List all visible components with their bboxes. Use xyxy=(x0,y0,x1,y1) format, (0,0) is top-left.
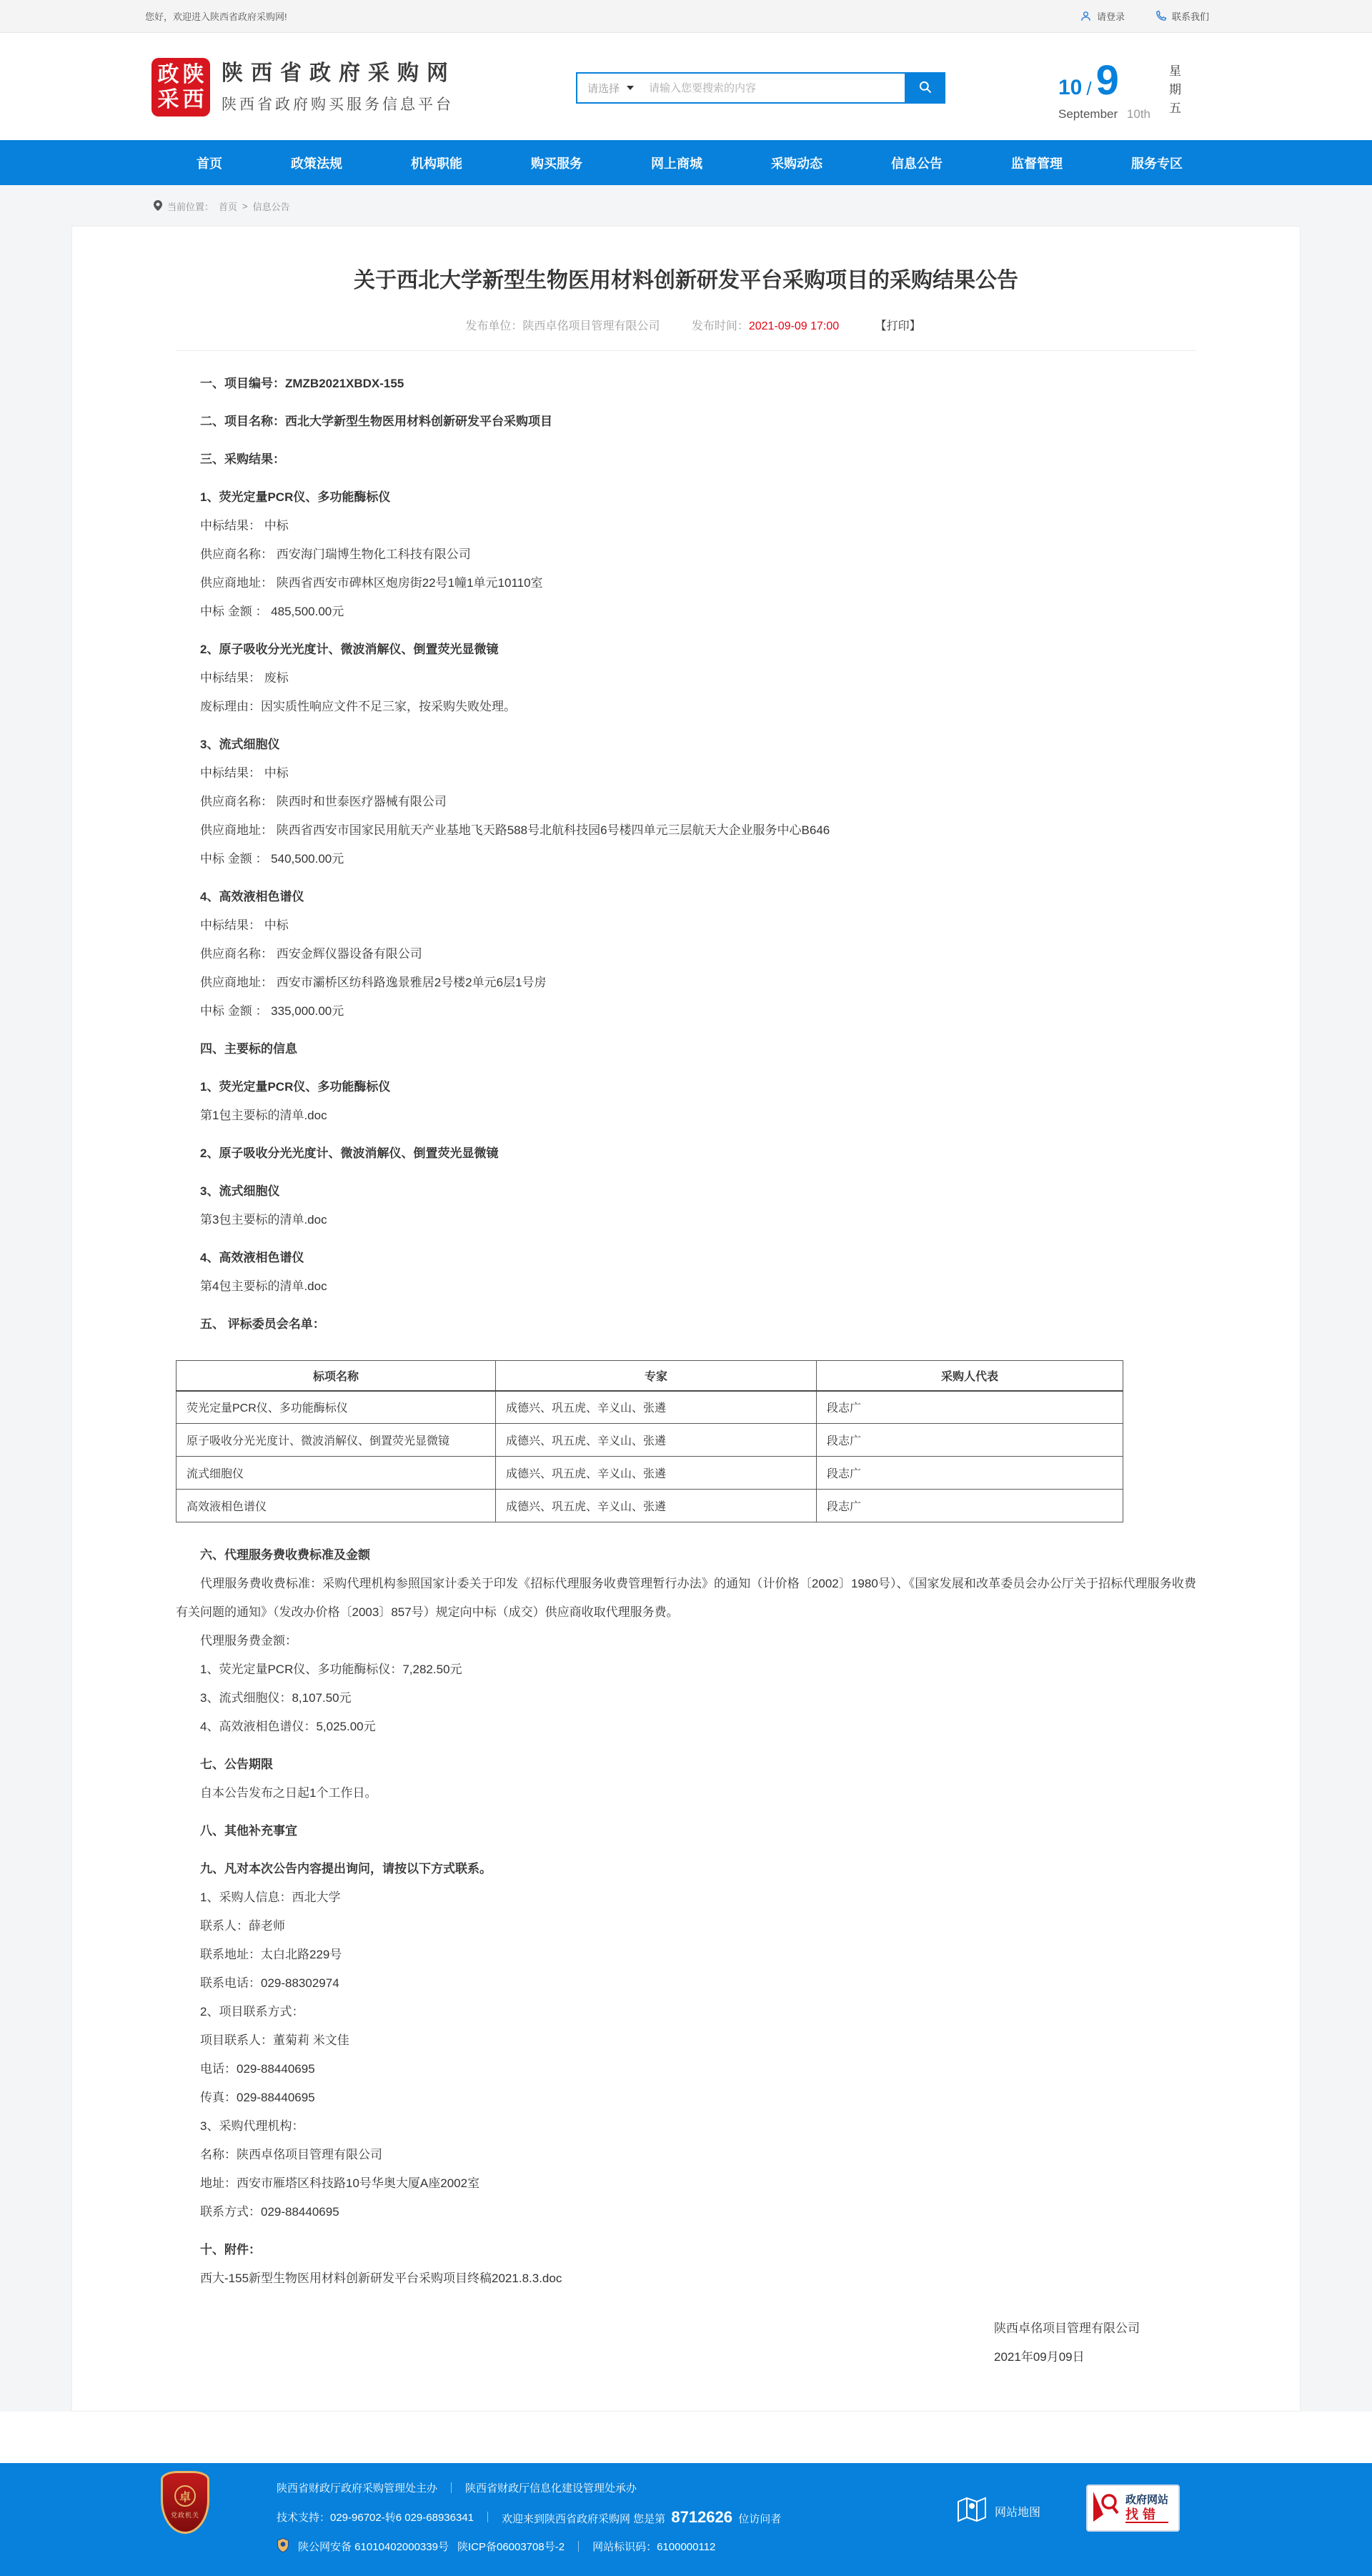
article-paragraph: 4、高效液相色谱仪 xyxy=(200,890,304,903)
article-paragraph: 代理服务费金额： xyxy=(200,1634,297,1648)
article-paragraph: 3、采购代理机构： xyxy=(200,2119,304,2133)
article-paragraph: 七、公告期限 xyxy=(200,1758,273,1771)
badge-emblem-icon: 卓 xyxy=(174,2485,196,2507)
footer-separator: ｜ xyxy=(482,2512,494,2524)
login-button[interactable] xyxy=(1080,9,1125,23)
header xyxy=(0,33,1372,140)
logo-char: 政 xyxy=(157,62,179,86)
article-card xyxy=(71,226,1301,2412)
article-body-part2 xyxy=(176,1541,1196,2293)
nav-item[interactable]: 服务专区 xyxy=(1131,156,1183,171)
breadcrumb-separator: > xyxy=(242,201,248,212)
gov-site-error-report-badge[interactable] xyxy=(1086,2485,1180,2532)
location-pin-icon xyxy=(154,200,162,213)
site-code-label: 网站标识码： xyxy=(592,2541,657,2553)
icp-record-number[interactable]: 陕ICP备06003708号-2 xyxy=(457,2541,565,2553)
police-record-number[interactable]: 陕公网安备 61010402000339号 xyxy=(298,2541,449,2553)
print-button[interactable]: 【打印】 xyxy=(875,320,921,332)
main-nav xyxy=(0,140,1372,185)
welcome-text: 您好，欢迎进入陕西省政府采购网! xyxy=(145,11,287,22)
sitemap-label: 网站地图 xyxy=(995,2507,1041,2519)
cell-purchaser-rep: 段志广 xyxy=(817,1457,1123,1490)
signature-date: 2021年09月09日 xyxy=(994,2350,1085,2364)
nav-item[interactable]: 网上商城 xyxy=(651,156,702,171)
article-paragraph: 联系人：薛老师 xyxy=(200,1919,285,1933)
party-government-badge xyxy=(161,2471,209,2534)
article-paragraph: 1、荧光定量PCR仪、多功能酶标仪：7,282.50元 xyxy=(200,1663,462,1676)
cell-purchaser-rep: 段志广 xyxy=(817,1424,1123,1457)
article-paragraph: 联系方式：029-88440695 xyxy=(200,2205,339,2219)
footer-separator: ｜ xyxy=(573,2541,585,2553)
article-paragraph: 二、项目名称：西北大学新型生物医用材料创新研发平台采购项目 xyxy=(200,415,552,428)
footer-tech-support: 技术支持：029-96702-转6 029-68936341 xyxy=(277,2512,474,2524)
footer-welcome: 欢迎来到陕西省政府采购网 您是第 8712626 位访问者 xyxy=(502,2507,782,2526)
article-paragraph: 1、荧光定量PCR仪、多功能酶标仪 xyxy=(200,490,391,504)
date-month-name: September xyxy=(1058,107,1118,121)
footer xyxy=(0,2463,1372,2576)
article-paragraph: 九、凡对本次公告内容提出询问，请按以下方式联系。 xyxy=(200,1862,492,1876)
date-month-number: 9 xyxy=(1095,57,1119,104)
cell-experts: 成德兴、巩五虎、辛义山、张遴 xyxy=(496,1490,817,1522)
article-paragraph: 四、主要标的信息 xyxy=(200,1042,297,1056)
main-band xyxy=(0,185,1372,2412)
article-paragraph: 联系地址：太白北路229号 xyxy=(200,1948,342,1961)
article-paragraph: 中标结果： 废标 xyxy=(200,671,289,685)
article-signature xyxy=(994,2314,1196,2372)
article-paragraph: 2、项目联系方式： xyxy=(200,2005,304,2018)
article-paragraph: 供应商名称： 西安海门瑞博生物化工科技有限公司 xyxy=(200,548,471,561)
cell-experts: 成德兴、巩五虎、辛义山、张遴 xyxy=(496,1424,817,1457)
nav-item[interactable]: 购买服务 xyxy=(531,156,582,171)
search-button[interactable] xyxy=(905,72,945,104)
article-paragraph: 项目联系人：董菊莉 米文佳 xyxy=(200,2033,349,2047)
committee-header-row xyxy=(177,1361,1123,1391)
cell-experts: 成德兴、巩五虎、辛义山、张遴 xyxy=(496,1391,817,1424)
date-slash: / xyxy=(1086,78,1092,99)
article-paragraph: 3、流式细胞仪 xyxy=(200,738,280,751)
article-paragraph: 3、流式细胞仪：8,107.50元 xyxy=(200,1691,352,1705)
search-icon xyxy=(918,80,933,96)
police-badge-icon xyxy=(277,2538,289,2555)
article-body-part1 xyxy=(176,370,1196,1339)
table-row xyxy=(177,1490,1123,1522)
search-box xyxy=(576,72,945,104)
logo-char: 陕 xyxy=(182,62,204,86)
breadcrumb-home[interactable]: 首页 xyxy=(219,202,238,212)
publish-time-label: 发布时间： xyxy=(691,320,749,332)
nav-item[interactable]: 信息公告 xyxy=(891,156,943,171)
article-paragraph: 供应商地址： 陕西省西安市碑林区炮房街22号1幢1单元10110室 xyxy=(200,576,543,590)
table-row xyxy=(177,1424,1123,1457)
contact-button[interactable] xyxy=(1155,9,1209,23)
findbug-line1: 政府网站 xyxy=(1125,2494,1169,2506)
cell-item-name: 流式细胞仪 xyxy=(177,1457,496,1490)
cell-experts: 成德兴、巩五虎、辛义山、张遴 xyxy=(496,1457,817,1490)
nav-item[interactable]: 政策法规 xyxy=(291,156,342,171)
article-paragraph: 1、采购人信息：西北大学 xyxy=(200,1891,341,1904)
cell-purchaser-rep: 段志广 xyxy=(817,1490,1123,1522)
article-paragraph[interactable]: 第1包主要标的清单.doc xyxy=(200,1109,327,1122)
nav-item[interactable]: 监督管理 xyxy=(1011,156,1063,171)
article-paragraph: 八、其他补充事宜 xyxy=(200,1824,297,1838)
date-weekday: 星期五 xyxy=(1167,64,1180,120)
site-logo[interactable] xyxy=(151,58,210,117)
article-paragraph: 2、原子吸收分光光度计、微波消解仪、倒置荧光显微镜 xyxy=(200,643,499,656)
article-paragraph: 1、荧光定量PCR仪、多功能酶标仪 xyxy=(200,1080,391,1094)
committee-table-body xyxy=(177,1391,1123,1522)
user-icon xyxy=(1080,10,1092,22)
map-icon xyxy=(956,2495,988,2528)
signature-company: 陕西卓佲项目管理有限公司 xyxy=(994,2322,1140,2335)
logo-char: 西 xyxy=(182,87,204,112)
column-header-experts: 专家 xyxy=(496,1361,817,1391)
publish-time-value: 2021-09-09 17:00 xyxy=(748,320,840,332)
article-paragraph: 4、高效液相色谱仪 xyxy=(200,1251,304,1264)
topbar-right xyxy=(1080,9,1209,23)
pre-footer-spacer xyxy=(0,2412,1372,2463)
footer-separator: ｜ xyxy=(446,2482,457,2495)
site-titles xyxy=(222,61,456,114)
article-paragraph: 中标结果： 中标 xyxy=(200,766,289,780)
article-paragraph: 3、流式细胞仪 xyxy=(200,1184,280,1198)
breadcrumb-label: 当前位置： xyxy=(167,202,214,212)
article-meta xyxy=(176,317,1196,351)
column-header-rep: 采购人代表 xyxy=(817,1361,1123,1391)
breadcrumb xyxy=(0,185,1372,226)
site-subtitle: 陕西省政府购买服务信息平台 xyxy=(222,96,454,113)
article-paragraph: 供应商地址： 陕西省西安市国家民用航天产业基地飞天路588号北航科技园6号楼四单元三层航天大企业服务中心B646 xyxy=(200,823,830,837)
site-name: 陕西省政府采购网 xyxy=(222,61,456,85)
date-day: 10 xyxy=(1058,76,1083,99)
search-input[interactable] xyxy=(646,74,905,102)
article-title: 关于西北大学新型生物医用材料创新研发平台采购项目的采购结果公告 xyxy=(354,269,1018,292)
site-code-value: 6100000112 xyxy=(657,2541,716,2553)
cell-item-name: 荧光定量PCR仪、多功能酶标仪 xyxy=(177,1391,496,1424)
column-header-item: 标项名称 xyxy=(177,1361,496,1391)
article-paragraph: 中标结果： 中标 xyxy=(200,918,289,932)
article-paragraph: 代理服务费收费标准：采购代理机构参照国家计委关于印发《招标代理服务收费管理暂行办法》的通知（计价格〔2002〕1980号）、《国家发展和改革委员会办公厅关于招标代理服务收费有关问题的通知》（发改办价格〔2003〕857号）规定向中标（成交）供应商收取代理服务费。 xyxy=(176,1577,1196,1619)
logo-char: 采 xyxy=(157,87,179,112)
chevron-down-icon xyxy=(627,86,634,90)
nav-item[interactable]: 机构职能 xyxy=(411,156,462,171)
article-paragraph: 2、原子吸收分光光度计、微波消解仪、倒置荧光显微镜 xyxy=(200,1146,499,1160)
article-paragraph[interactable]: 第3包主要标的清单.doc xyxy=(200,1213,327,1227)
article-paragraph: 中标结果： 中标 xyxy=(200,519,289,532)
article-paragraph: 供应商名称： 陕西时和世泰医疗器械有限公司 xyxy=(200,795,447,808)
table-row xyxy=(177,1457,1123,1490)
search-select-label: 请选择 xyxy=(587,82,620,95)
article-paragraph: 4、高效液相色谱仪：5,025.00元 xyxy=(200,1720,376,1733)
article-paragraph: 供应商名称： 西安金辉仪器设备有限公司 xyxy=(200,947,422,961)
article-paragraph: 五、 评标委员会名单： xyxy=(200,1317,325,1331)
findbug-line2: 找错 xyxy=(1125,2507,1168,2523)
article-paragraph: 传真：029-88440695 xyxy=(200,2091,315,2104)
login-label: 请登录 xyxy=(1096,11,1125,22)
topbar xyxy=(0,0,1372,33)
table-row xyxy=(177,1391,1123,1424)
visitor-count: 8712626 xyxy=(671,2507,733,2526)
contact-label: 联系我们 xyxy=(1171,11,1209,22)
committee-table xyxy=(176,1360,1123,1522)
publisher-label: 发布单位： xyxy=(465,320,523,332)
date-day-ordinal: 10th xyxy=(1126,107,1150,121)
article-paragraph: 中标 金额 ： 485,500.00元 xyxy=(200,605,344,618)
search-category-select[interactable] xyxy=(577,74,646,102)
article-paragraph: 六、代理服务费收费标准及金额 xyxy=(200,1548,370,1562)
article-paragraph: 联系电话：029-88302974 xyxy=(200,1976,339,1990)
article-paragraph: 废标理由：因实质性响应文件不足三家，按采购失败处理。 xyxy=(200,700,516,713)
phone-icon xyxy=(1155,10,1167,22)
article-paragraph: 地址：西安市雁塔区科技路10号华奥大厦A座2002室 xyxy=(200,2176,480,2190)
breadcrumb-current[interactable]: 信息公告 xyxy=(252,202,290,212)
sitemap-link[interactable] xyxy=(956,2495,1040,2528)
date-widget xyxy=(1058,57,1209,122)
article-paragraph[interactable]: 西大-155新型生物医用材料创新研发平台采购项目终稿2021.8.3.doc xyxy=(200,2272,562,2285)
article-paragraph: 名称：陕西卓佲项目管理有限公司 xyxy=(200,2148,382,2161)
article-paragraph: 电话：029-88440695 xyxy=(200,2062,315,2076)
nav-item[interactable]: 首页 xyxy=(197,156,222,171)
article-paragraph: 自本公告发布之日起1个工作日。 xyxy=(200,1786,377,1800)
article-paragraph: 供应商地址： 西安市灞桥区纺科路逸景雅居2号楼2单元6层1号房 xyxy=(200,976,547,989)
nav-item[interactable]: 采购动态 xyxy=(771,156,822,171)
footer-undertake: 陕西省财政厅信息化建设管理处承办 xyxy=(465,2482,637,2495)
badge-label: 党政机关 xyxy=(170,2512,199,2519)
article-paragraph: 中标 金额 ： 540,500.00元 xyxy=(200,852,344,866)
article-paragraph: 一、项目编号：ZMZB2021XBDX-155 xyxy=(200,377,404,390)
article-paragraph: 十、附件： xyxy=(200,2243,261,2257)
article-paragraph: 中标 金额 ： 335,000.00元 xyxy=(200,1004,344,1018)
footer-host: 陕西省财政厅政府采购管理处主办 xyxy=(277,2482,438,2495)
footer-text xyxy=(277,2473,781,2561)
publisher-value: 陕西卓佲项目管理有限公司 xyxy=(522,320,660,332)
article-paragraph[interactable]: 第4包主要标的清单.doc xyxy=(200,1279,327,1293)
cell-item-name: 原子吸收分光光度计、微波消解仪、倒置荧光显微镜 xyxy=(177,1424,496,1457)
cell-item-name: 高效液相色谱仪 xyxy=(177,1490,496,1522)
cell-purchaser-rep: 段志广 xyxy=(817,1391,1123,1424)
magnifier-logo-icon xyxy=(1092,2490,1120,2527)
article-paragraph: 三、采购结果： xyxy=(200,452,285,466)
